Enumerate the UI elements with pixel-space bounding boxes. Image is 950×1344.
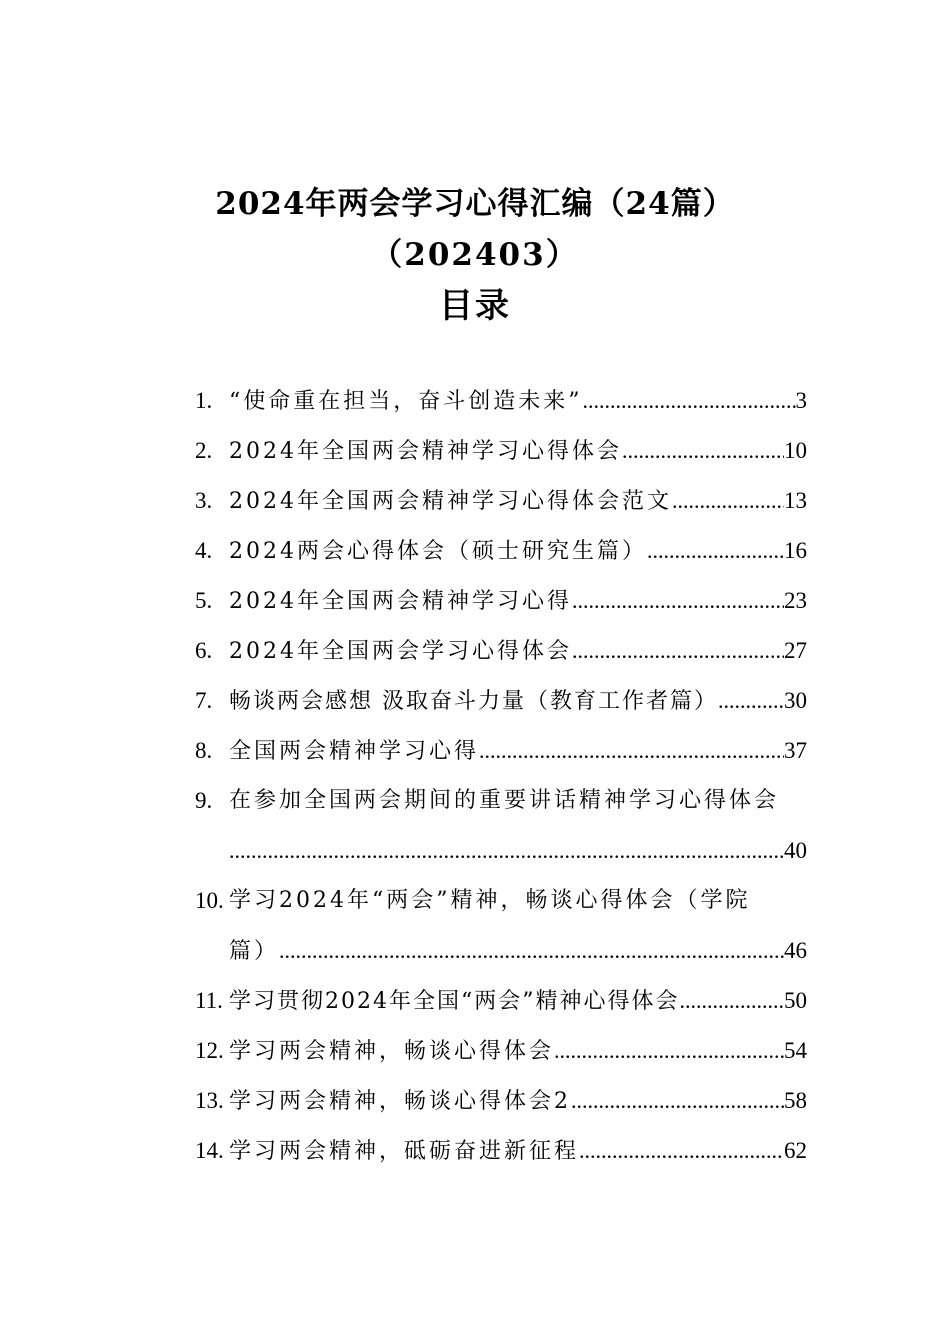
toc-entry-number: 13. bbox=[195, 1088, 224, 1113]
dot-leader bbox=[479, 726, 784, 776]
toc-entry-title: 2024年全国两会精神学习心得 bbox=[229, 589, 572, 614]
toc-entry-number: 5. bbox=[195, 588, 213, 613]
toc-entry-page: 13 bbox=[784, 488, 807, 513]
dot-leader bbox=[679, 976, 784, 1026]
toc-entry[interactable] bbox=[195, 376, 807, 426]
toc-entry[interactable] bbox=[195, 426, 807, 476]
table-of-contents bbox=[195, 376, 807, 1176]
dot-leader bbox=[672, 476, 784, 526]
toc-entry-page: 23 bbox=[784, 588, 807, 613]
toc-entry-page: 37 bbox=[784, 738, 807, 763]
toc-entry[interactable] bbox=[195, 676, 807, 726]
toc-entry-number: 2. bbox=[195, 438, 213, 463]
toc-entry[interactable] bbox=[195, 576, 807, 626]
toc-entry-number: 7. bbox=[195, 688, 213, 713]
toc-entry-title: 2024年全国两会精神学习心得体会 bbox=[229, 439, 622, 464]
dot-leader bbox=[554, 1026, 784, 1076]
toc-entry-title: 学习两会精神，畅谈心得体会2 bbox=[229, 1089, 571, 1114]
toc-entry[interactable] bbox=[195, 1026, 807, 1076]
toc-entry-number: 11. bbox=[195, 988, 223, 1013]
toc-heading: 目录 bbox=[439, 286, 511, 326]
dot-leader bbox=[718, 676, 784, 726]
toc-entry-page: 54 bbox=[784, 1038, 807, 1063]
dot-leader bbox=[572, 626, 784, 676]
toc-entry-title-continued: 篇） bbox=[229, 939, 280, 964]
toc-entry-page: 30 bbox=[784, 688, 807, 713]
toc-entry-title: 2024两会心得体会（硕士研究生篇） bbox=[229, 539, 647, 564]
toc-entry-continuation[interactable] bbox=[195, 926, 807, 976]
toc-entry-title: 学习2024年“两会”精神，畅谈心得体会（学院 bbox=[229, 888, 751, 913]
toc-entry-title: 2024年全国两会学习心得体会 bbox=[229, 639, 572, 664]
toc-entry-page: 16 bbox=[784, 538, 807, 563]
dot-leader bbox=[647, 526, 784, 576]
dot-leader bbox=[279, 926, 784, 976]
toc-entry-number: 12. bbox=[195, 1038, 224, 1063]
toc-entry-page: 62 bbox=[784, 1138, 807, 1163]
toc-entry-number: 4. bbox=[195, 538, 213, 563]
toc-entry[interactable] bbox=[195, 876, 807, 926]
dot-leader bbox=[583, 376, 796, 426]
toc-entry-page: 40 bbox=[784, 838, 807, 863]
toc-entry-number: 10. bbox=[195, 888, 224, 913]
dot-leader bbox=[579, 1126, 784, 1176]
toc-entry-number: 3. bbox=[195, 488, 213, 513]
toc-entry[interactable] bbox=[195, 526, 807, 576]
toc-entry-continuation[interactable] bbox=[195, 826, 807, 876]
toc-entry[interactable] bbox=[195, 1126, 807, 1176]
toc-entry-title: 学习两会精神，畅谈心得体会 bbox=[229, 1039, 555, 1064]
document-title: 2024年两会学习心得汇编（24篇） bbox=[215, 186, 735, 222]
toc-entry-page: 27 bbox=[784, 638, 807, 663]
toc-entry-title: “使命重在担当，奋斗创造未来” bbox=[229, 389, 583, 414]
dot-leader bbox=[571, 1076, 784, 1126]
dot-leader bbox=[229, 826, 784, 876]
toc-entry-title: 学习贯彻2024年全国“两会”精神心得体会 bbox=[229, 989, 680, 1014]
toc-entry-title: 学习两会精神，砥砺奋进新征程 bbox=[229, 1139, 580, 1164]
toc-entry-title: 全国两会精神学习心得 bbox=[229, 739, 480, 764]
toc-entry[interactable] bbox=[195, 726, 807, 776]
toc-entry-title: 2024年全国两会精神学习心得体会范文 bbox=[229, 489, 672, 514]
dot-leader bbox=[572, 576, 784, 626]
toc-entry[interactable] bbox=[195, 976, 807, 1026]
toc-entry-title: 畅谈两会感想 汲取奋斗力量（教育工作者篇） bbox=[229, 689, 718, 714]
toc-entry-page: 3 bbox=[795, 388, 807, 413]
toc-entry-number: 6. bbox=[195, 638, 213, 663]
toc-entry[interactable] bbox=[195, 626, 807, 676]
toc-entry-number: 8. bbox=[195, 738, 213, 763]
toc-entry-title: 在参加全国两会期间的重要讲话精神学习心得体会 bbox=[229, 788, 780, 813]
toc-entry-page: 46 bbox=[784, 938, 807, 963]
toc-entry-page: 10 bbox=[784, 438, 807, 463]
document-subtitle-date: （202403） bbox=[371, 237, 579, 273]
toc-entry-page: 50 bbox=[784, 988, 807, 1013]
toc-entry-number: 1. bbox=[195, 388, 213, 413]
toc-entry[interactable] bbox=[195, 1076, 807, 1126]
toc-entry[interactable] bbox=[195, 476, 807, 526]
dot-leader bbox=[622, 426, 784, 476]
toc-entry-page: 58 bbox=[784, 1088, 807, 1113]
toc-entry-number: 9. bbox=[195, 788, 213, 813]
toc-entry-number: 14. bbox=[195, 1138, 224, 1163]
toc-entry[interactable] bbox=[195, 776, 807, 826]
